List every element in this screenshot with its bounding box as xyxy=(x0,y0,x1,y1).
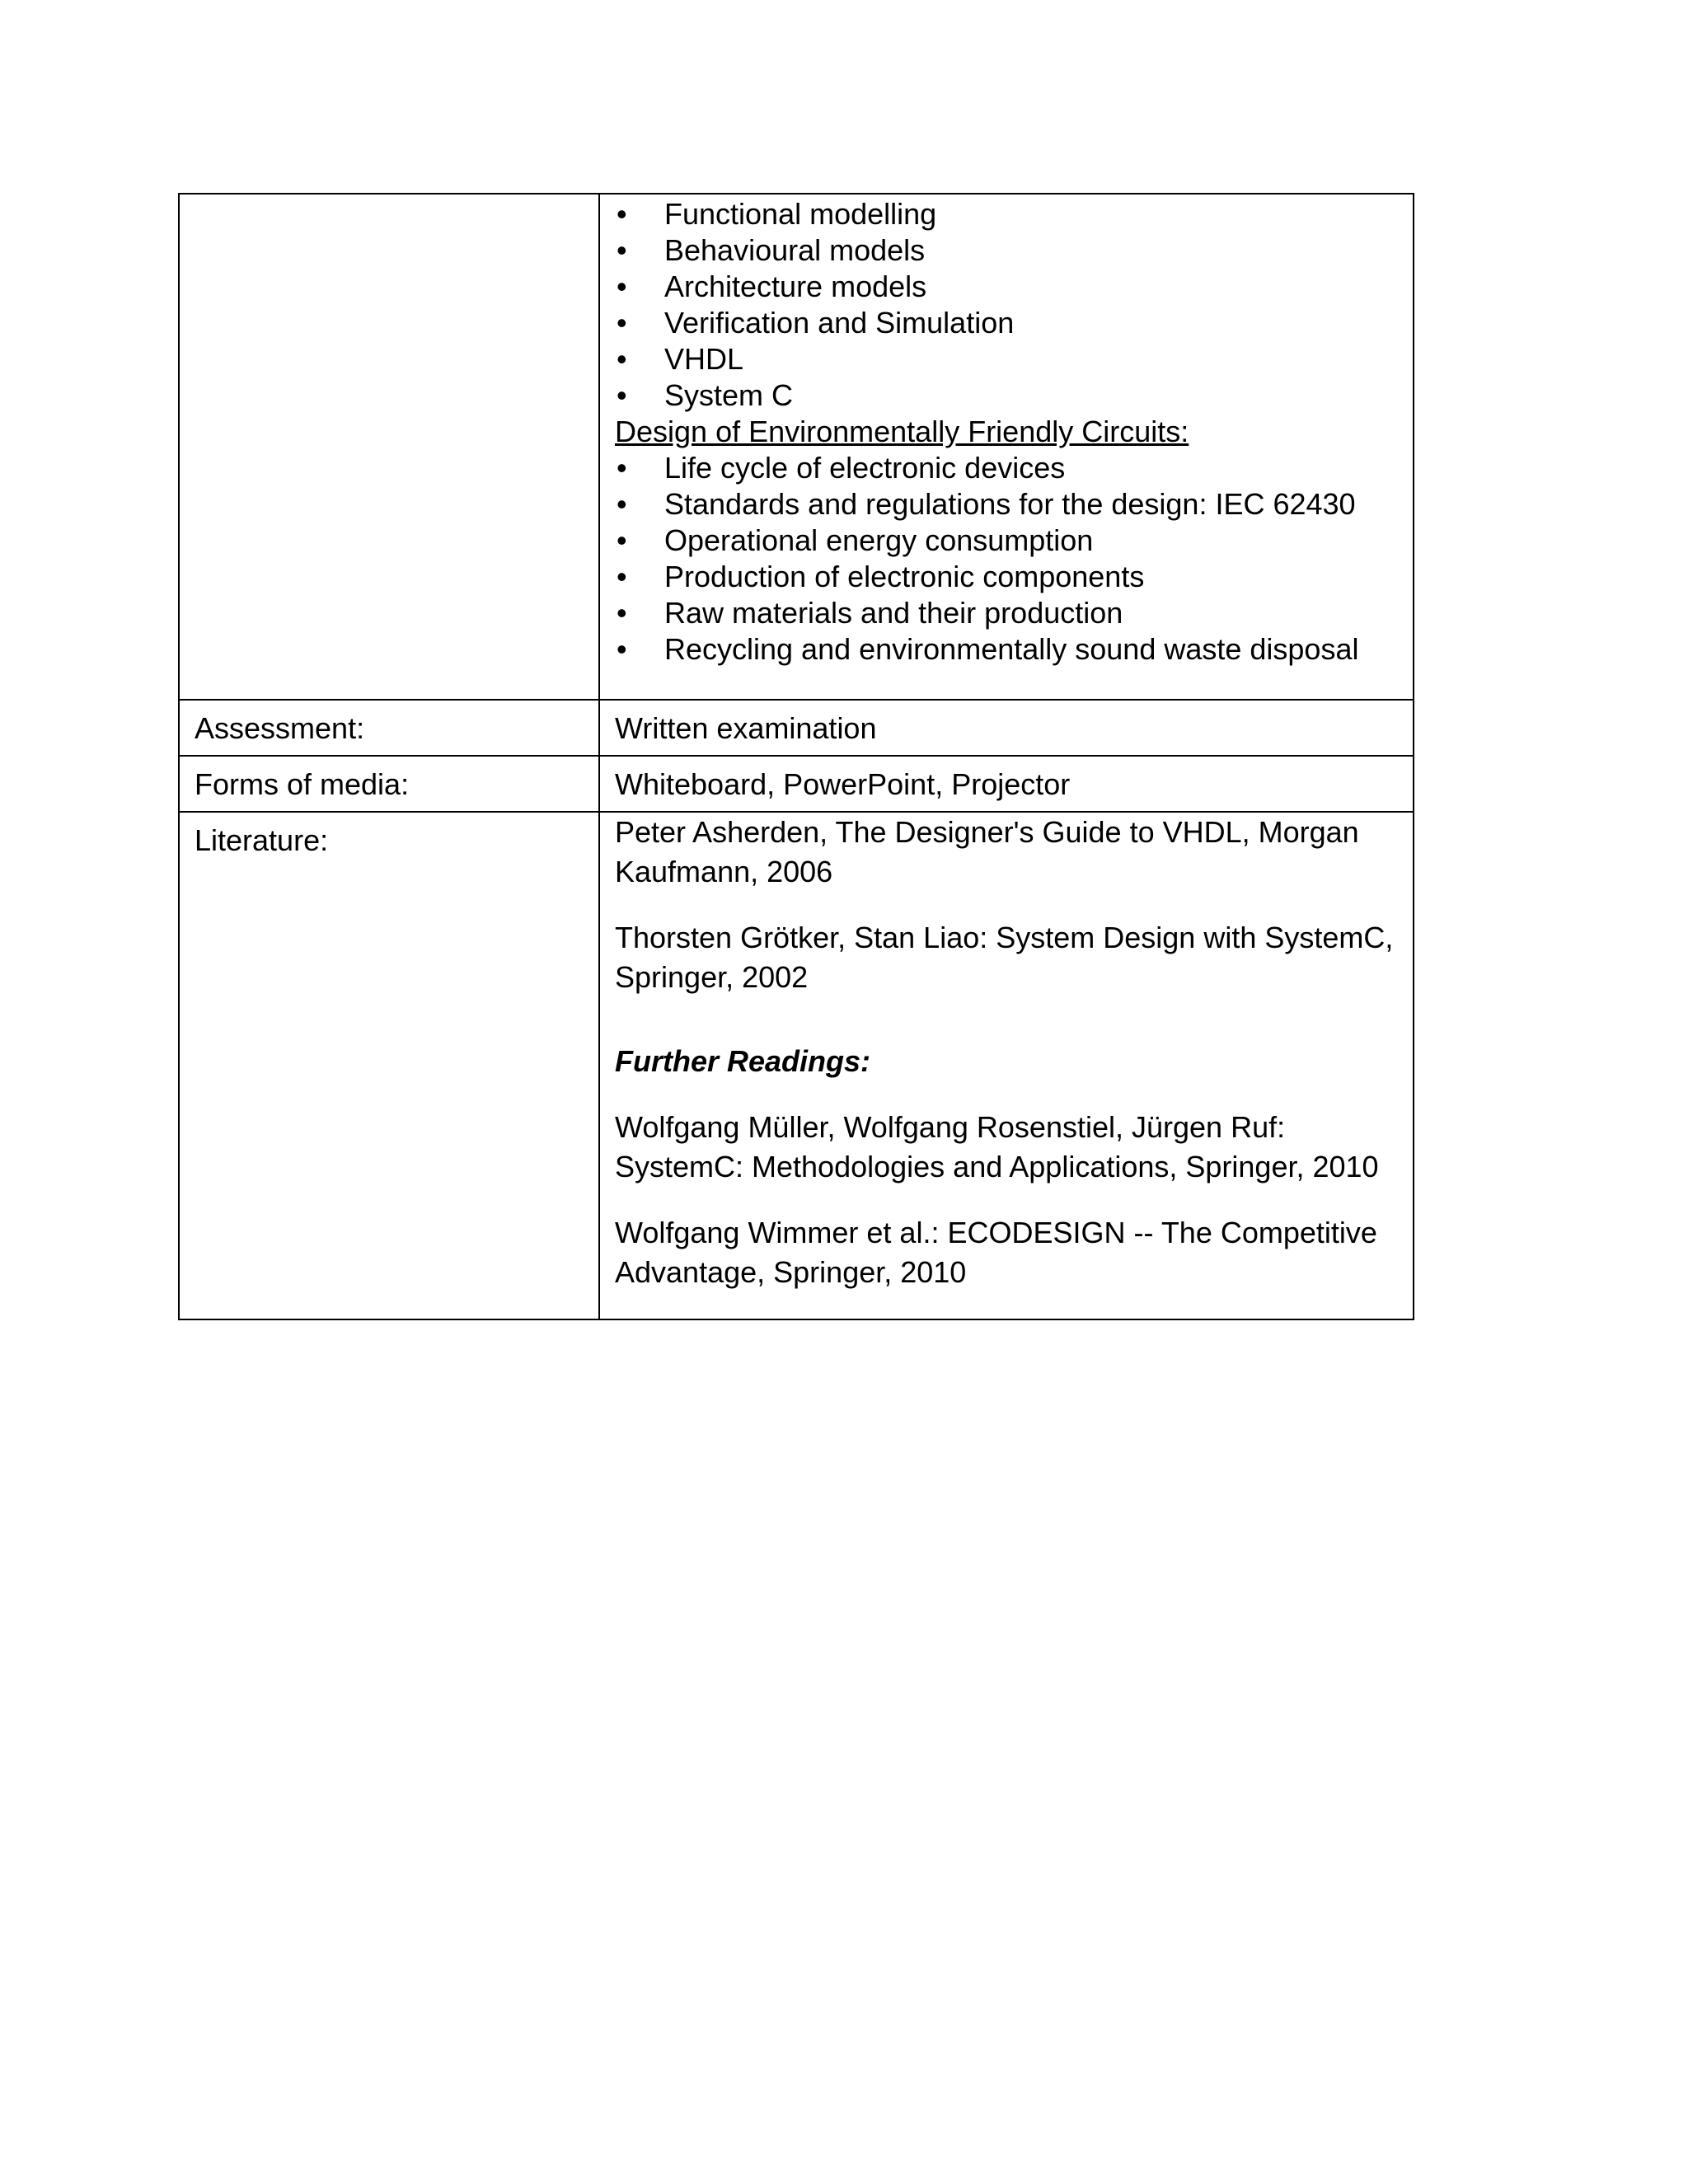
bullet-icon: • xyxy=(617,269,627,303)
table-row-literature xyxy=(179,812,1414,1319)
topic-list-environment xyxy=(615,450,1398,668)
list-item: • VHDL xyxy=(617,342,744,376)
list-item: • Production of electronic components xyxy=(617,560,1145,593)
bullet-icon: • xyxy=(617,306,627,340)
literature-entry: Peter Asherden, The Designer's Guide to VHDL, Morgan Kaufmann, 2006 xyxy=(615,815,1359,888)
table-row-assessment xyxy=(179,700,1414,756)
contents-value-cell xyxy=(599,194,1414,700)
list-item: • Operational energy consumption xyxy=(617,523,1094,557)
list-item: • Standards and regulations for the design: IEC 62430 xyxy=(617,487,1356,521)
contents-label-cell xyxy=(179,194,599,700)
list-item: • Raw materials and their production xyxy=(617,596,1123,630)
literature-value-cell xyxy=(599,812,1414,1319)
bullet-icon: • xyxy=(617,197,627,231)
bullet-icon: • xyxy=(617,523,627,557)
assessment-value: Written examination xyxy=(615,711,877,745)
list-item: • Functional modelling xyxy=(617,197,937,231)
bullet-icon: • xyxy=(617,596,627,630)
module-description-table xyxy=(178,193,1414,1320)
bullet-icon: • xyxy=(617,632,627,666)
bullet-icon: • xyxy=(617,487,627,521)
bullet-icon: • xyxy=(617,560,627,593)
table-row-media xyxy=(179,756,1414,812)
list-item: • Behavioural models xyxy=(617,233,926,267)
section-heading: Design of Environmentally Friendly Circuits: xyxy=(615,415,1189,448)
list-item: • System C xyxy=(617,378,794,412)
media-label: Forms of media: xyxy=(195,767,410,801)
further-reading-entry: Wolfgang Wimmer et al.: ECODESIGN -- The Competitive Advantage, Springer, 2010 xyxy=(615,1216,1377,1289)
list-item: • Life cycle of electronic devices xyxy=(617,451,1066,485)
assessment-label: Assessment: xyxy=(195,711,365,745)
assessment-label-cell xyxy=(179,700,599,756)
topic-list-modelling xyxy=(615,196,1398,414)
assessment-value-cell xyxy=(599,700,1414,756)
bullet-icon: • xyxy=(617,378,627,412)
list-item: • Architecture models xyxy=(617,269,927,303)
media-label-cell xyxy=(179,756,599,812)
list-item: • Recycling and environmentally sound waste disposal xyxy=(617,632,1359,666)
bullet-icon: • xyxy=(617,342,627,376)
media-value: Whiteboard, PowerPoint, Projector xyxy=(615,767,1071,801)
literature-label: Literature: xyxy=(195,823,329,857)
literature-label-cell xyxy=(179,812,599,1319)
further-readings-heading: Further Readings: xyxy=(615,1044,871,1078)
bullet-icon: • xyxy=(617,233,627,267)
bullet-icon: • xyxy=(617,451,627,485)
further-reading-entry: Wolfgang Müller, Wolfgang Rosenstiel, Jürgen Ruf: SystemC: Methodologies and Applications, Springer, 2010 xyxy=(615,1110,1379,1183)
literature-entry: Thorsten Grötker, Stan Liao: System Design with SystemC, Springer, 2002 xyxy=(615,921,1394,994)
list-item: • Verification and Simulation xyxy=(617,306,1015,340)
media-value-cell xyxy=(599,756,1414,812)
table-row-contents xyxy=(179,194,1414,700)
